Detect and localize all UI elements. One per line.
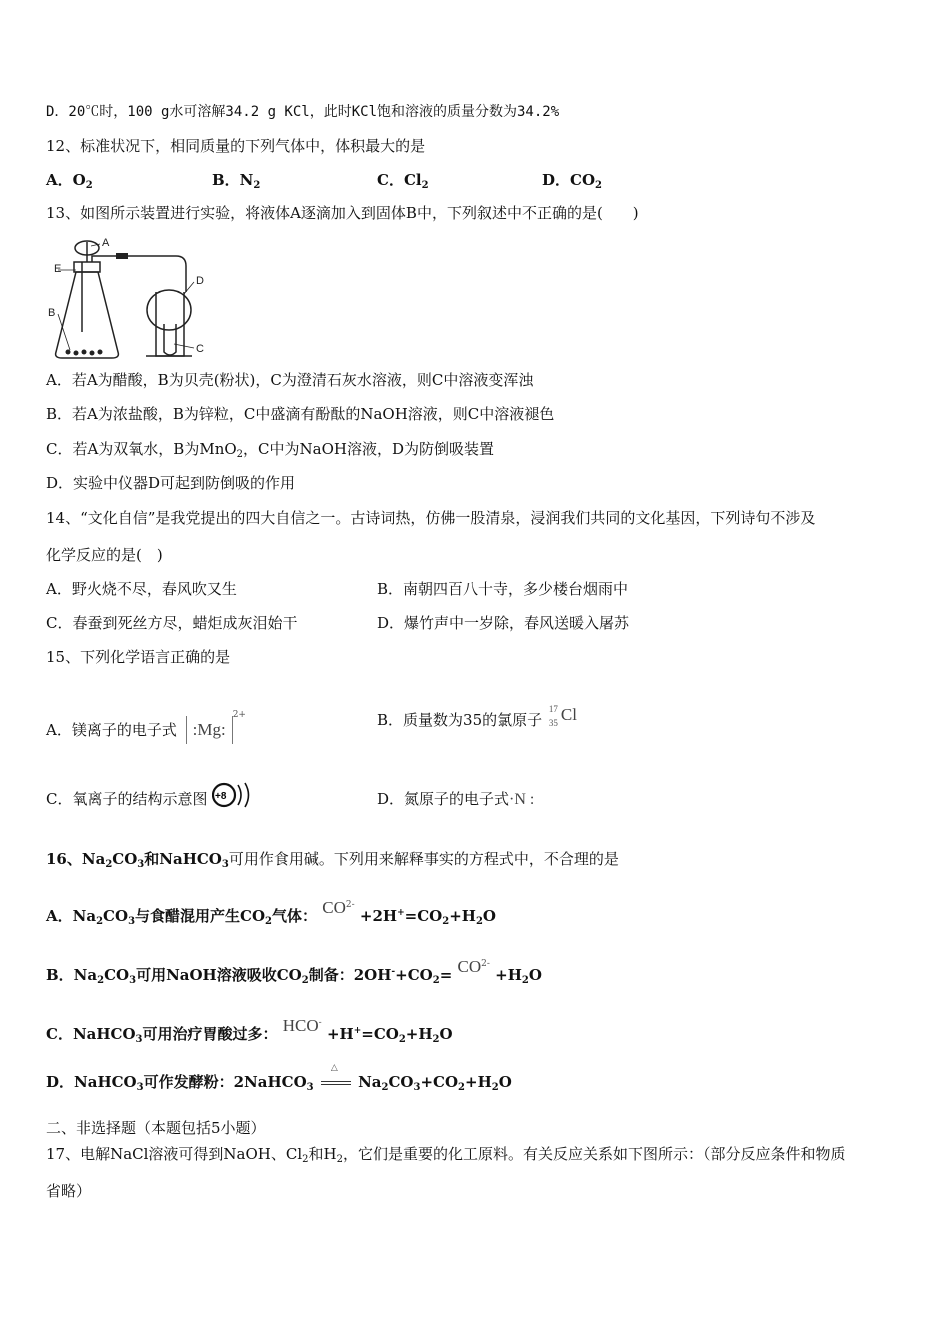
mg-ion-formula: :Mg: bbox=[186, 716, 233, 744]
oxygen-ion-diagram bbox=[212, 780, 256, 810]
fig-label-d: D bbox=[196, 275, 204, 287]
q15-option-b: B．质量数为35的氯原子 17 35 Cl bbox=[377, 704, 577, 729]
q16-option-a: A．$Na_2CO_3$与食醋混用产生$CO_2$气体： $CO^{2-} +2H^+=CO_2+H_2O$ bbox=[46, 898, 496, 927]
apparatus-figure bbox=[46, 232, 216, 364]
q16-option-b: B．$Na_2CO_3$可用NaOH溶液吸收$CO_2$制备：$2OH^-+CO_2= CO^{2-} +H_2O$ bbox=[46, 957, 542, 986]
fig-label-a: A bbox=[102, 237, 110, 249]
fig-label-b: B bbox=[48, 307, 56, 319]
q14-option-c: C．春蚕到死丝方尽，蜡炬成灰泪始干 bbox=[46, 614, 298, 632]
q14-option-d: D．爆竹声中一岁除，春风送暖入屠苏 bbox=[377, 614, 630, 632]
q15-stem: 15、下列化学语言正确的是 bbox=[46, 648, 231, 666]
q12-option-b: B．$N_2$ bbox=[212, 171, 261, 191]
q13-option-d: D．实验中仪器D可起到防倒吸的作用 bbox=[46, 474, 296, 492]
q14-option-a: A．野火烧不尽，春风吹又生 bbox=[46, 580, 237, 598]
q15-option-d: D．氮原子的电子式·N : bbox=[377, 790, 535, 808]
q12-option-d: D．$CO_2$ bbox=[542, 171, 602, 191]
q13-stem: 13、如图所示装置进行实验，将液体A逐滴加入到固体B中，下列叙述中不正确的是( ) bbox=[46, 204, 639, 222]
q16-stem: 16、$Na_2CO_3$和NaHCO$_3$可用作食用碱。下列用来解释事实的方程式中，不合理的是 bbox=[46, 850, 619, 870]
q15-option-c: C．氧离子的结构示意图 +8 bbox=[46, 789, 256, 810]
q14-option-b: B．南朝四百八十寺，多少楼台烟雨中 bbox=[377, 580, 629, 598]
fig-label-e: E bbox=[54, 263, 62, 275]
q13-option-c: C．若A为双氧水，B为MnO$_2$，C中为NaOH溶液，D为防倒吸装置 bbox=[46, 440, 494, 460]
q11-option-d: D．20℃时，100 g水可溶解34.2 g KCl，此时KCl饱和溶液的质量分数为34.2% bbox=[46, 104, 560, 120]
q16-option-d: D．NaHCO$_3$可作发酵粉：2NaHCO$_3$ △ $Na_2CO_3+CO_2+H_2O$ bbox=[46, 1063, 512, 1093]
q17-stem-line1: 17、电解NaCl溶液可得到NaOH、$Cl_2$和$H_2$，它们是重要的化工原料。有关反应关系如下图所示：（部分反应条件和物质 bbox=[46, 1145, 846, 1165]
q14-stem-line1: 14、“文化自信”是我党提出的四大自信之一。古诗词热，仿佛一股清泉，浸润我们共同的文化基因，下列诗句不涉及 bbox=[46, 509, 816, 527]
q15-option-a: A．镁离子的电子式 :Mg:$^{2+}$ bbox=[46, 705, 246, 744]
svg-text:+8: +8 bbox=[215, 791, 227, 802]
q16-option-c: C．NaHCO$_3$可用治疗胃酸过多： $HCO^- +H^+=CO_2+H_2O$ bbox=[46, 1016, 453, 1045]
fig-label-c: C bbox=[196, 343, 204, 355]
q12-option-a: A．$O_2$ bbox=[46, 171, 93, 191]
q12-stem: 12、标准状况下，相同质量的下列气体中，体积最大的是 bbox=[46, 137, 426, 155]
q14-stem-line2: 化学反应的是( ) bbox=[46, 546, 163, 564]
q17-stem-line2: 省略） bbox=[46, 1182, 92, 1200]
q13-option-a: A．若A为醋酸，B为贝壳(粉状)，C为澄清石灰水溶液，则C中溶液变浑浊 bbox=[46, 371, 534, 389]
q12-option-c: C．$Cl_2$ bbox=[377, 171, 429, 191]
section-heading: 二、非选择题（本题包括5小题） bbox=[46, 1119, 266, 1137]
q13-option-b: B．若A为浓盐酸，B为锌粒，C中盛滴有酚酞的NaOH溶液，则C中溶液褪色 bbox=[46, 405, 555, 423]
